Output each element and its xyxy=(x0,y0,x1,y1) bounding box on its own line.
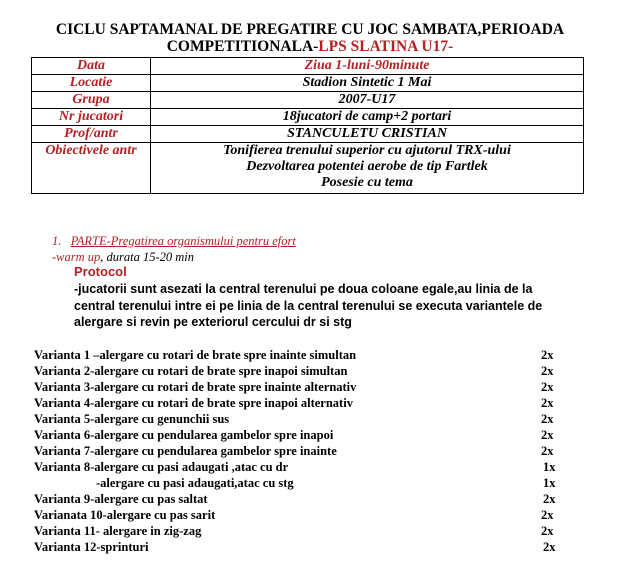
table-row xyxy=(32,143,584,194)
variant-count: 2x xyxy=(541,508,554,522)
value-prof-antr: STANCULETU CRISTIAN xyxy=(151,126,584,143)
variant-count: 2x xyxy=(541,412,554,426)
variant-count: 2x xyxy=(541,348,554,362)
list-item: Varianta 5-alergare cu genunchii sus xyxy=(34,412,230,426)
warmup-line xyxy=(52,250,194,265)
label-prof-antr: Prof/antr xyxy=(32,126,151,143)
variant-count: 2x xyxy=(543,540,556,554)
section-title: PARTE-Pregatirea organismului pentru efort xyxy=(70,234,296,248)
list-item: -alergare cu pasi adaugati,atac cu stg xyxy=(96,476,294,490)
variant-count: 2x xyxy=(541,364,554,378)
list-item: Varianta 8-alergare cu pasi adaugati ,atac cu dr xyxy=(34,460,289,474)
list-item: Varianta 2-alergare cu rotari de brate spre inapoi simultan xyxy=(34,364,348,378)
section-number: 1. xyxy=(52,234,62,248)
label-locatie: Locatie xyxy=(32,75,151,92)
variant-count: 1x xyxy=(543,476,556,490)
objective-item: Dezvoltarea potentei aerobe de tip Fartlek xyxy=(246,159,488,174)
list-item: Varianta 6-alergare cu pendularea gambelor spre inapoi xyxy=(34,428,334,442)
list-item: Varianta 3-alergare cu rotari de brate spre inainte alternativ xyxy=(34,380,357,394)
protocol-label: Protocol xyxy=(74,264,127,279)
variant-count: 2x xyxy=(541,428,554,442)
objective-item: Posesie cu tema xyxy=(321,175,413,190)
document-title-line-2 xyxy=(0,38,620,55)
variant-count: 2x xyxy=(541,444,554,458)
list-item: Varianta 4-alergare cu rotari de brate spre inapoi alternativ xyxy=(34,396,353,410)
protocol-description: -jucatorii sunt asezati la central terenului pe doua coloane egale,au linia de la central terenului intre ei pe linia de la central terenului se executa variantele de alergare si revin pe exteriorul cercului dr si stg xyxy=(74,282,543,329)
table-row xyxy=(32,92,584,109)
variant-count: 2x xyxy=(541,396,554,410)
variant-count: 1x xyxy=(543,460,556,474)
info-table xyxy=(31,57,584,194)
table-row xyxy=(32,58,584,75)
objective-item: Tonifierea trenului superior cu ajutorul TRX-ului xyxy=(223,143,511,158)
value-obiectivele xyxy=(151,143,584,194)
list-item: Varianata 10-alergare cu pas sarit xyxy=(34,508,216,522)
list-item: Varianta 11- alergare in zig-zag xyxy=(34,524,202,538)
value-locatie: Stadion Sintetic 1 Mai xyxy=(151,75,584,92)
label-grupa: Grupa xyxy=(32,92,151,109)
document-title-line-1: CICLU SAPTAMANAL DE PREGATIRE CU JOC SAMBATA,PERIOADA xyxy=(55,21,565,38)
variant-count: 2x xyxy=(541,380,554,394)
table-row xyxy=(32,75,584,92)
variant-count: 2x xyxy=(543,492,556,506)
label-obiectivele: Obiectivele antr xyxy=(32,143,151,194)
label-nr-jucatori: Nr jucatori xyxy=(32,109,151,126)
list-item: Varianta 1 –alergare cu rotari de brate spre inainte simultan xyxy=(34,348,357,362)
table-row xyxy=(32,126,584,143)
variant-count: 2x xyxy=(541,524,554,538)
warmup-duration: , durata 15-20 min xyxy=(100,250,195,264)
value-nr-jucatori: 18jucatori de camp+2 portari xyxy=(151,109,584,126)
value-grupa: 2007-U17 xyxy=(151,92,584,109)
list-item: Varianta 7-alergare cu pendularea gambelor spre inainte xyxy=(34,444,337,458)
title-black-part: COMPETITIONALA- xyxy=(166,38,319,55)
table-row xyxy=(32,109,584,126)
value-data: Ziua 1-luni-90minute xyxy=(151,58,584,75)
warmup-label: -warm up xyxy=(52,250,101,264)
list-item: Varianta 12-sprinturi xyxy=(34,540,149,554)
label-data: Data xyxy=(32,58,151,75)
section-heading xyxy=(52,234,296,249)
list-item: Varianta 9-alergare cu pas saltat xyxy=(34,492,208,506)
title-red-part: LPS SLATINA U17- xyxy=(318,38,454,55)
